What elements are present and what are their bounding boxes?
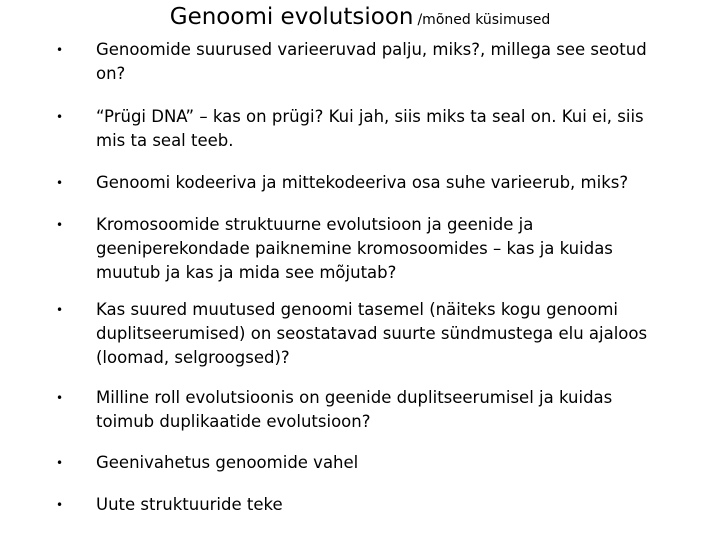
bullet-icon: • [56, 391, 64, 405]
bullet-icon: • [56, 43, 64, 57]
list-item-text: Geenivahetus genoomide vahel [96, 453, 359, 472]
title-main: Genoomi evolutsioon [169, 4, 414, 30]
title-subtitle: /mõned küsimused [417, 12, 551, 28]
list-item-text: Genoomide suurused varieeruvad palju, miks?, millega see seotud on? [96, 40, 647, 83]
list-item-text: Genoomi kodeeriva ja mittekodeeriva osa suhe varieerub, miks? [96, 173, 629, 192]
list-item-text: Milline roll evolutsioonis on geenide duplitseerumisel ja kuidas toimub duplikaatide evolutsioon? [96, 388, 613, 431]
list-item-text: Kas suured muutused genoomi tasemel (näiteks kogu genoomi duplitseerumised) on seostatavad suurte sündmustega elu ajaloos (loomad, selgroogsed)? [96, 300, 648, 367]
bullet-icon: • [56, 110, 64, 124]
list-item-text: Kromosoomide struktuurne evolutsioon ja geenide ja geeniperekondade paiknemine kromosoomides – kas ja kuidas muutub ja kas ja mida see mõjutab? [96, 215, 613, 282]
bullet-icon: • [56, 498, 64, 512]
list-item-text: “Prügi DNA” – kas on prügi? Kui jah, siis miks ta seal on. Kui ei, siis mis ta seal teeb. [96, 107, 644, 150]
list-item-text: Uute struktuuride teke [96, 495, 283, 514]
bullet-icon: • [56, 303, 64, 317]
bullet-icon: • [56, 218, 64, 232]
bullet-icon: • [56, 456, 64, 470]
bullet-icon: • [56, 176, 64, 190]
